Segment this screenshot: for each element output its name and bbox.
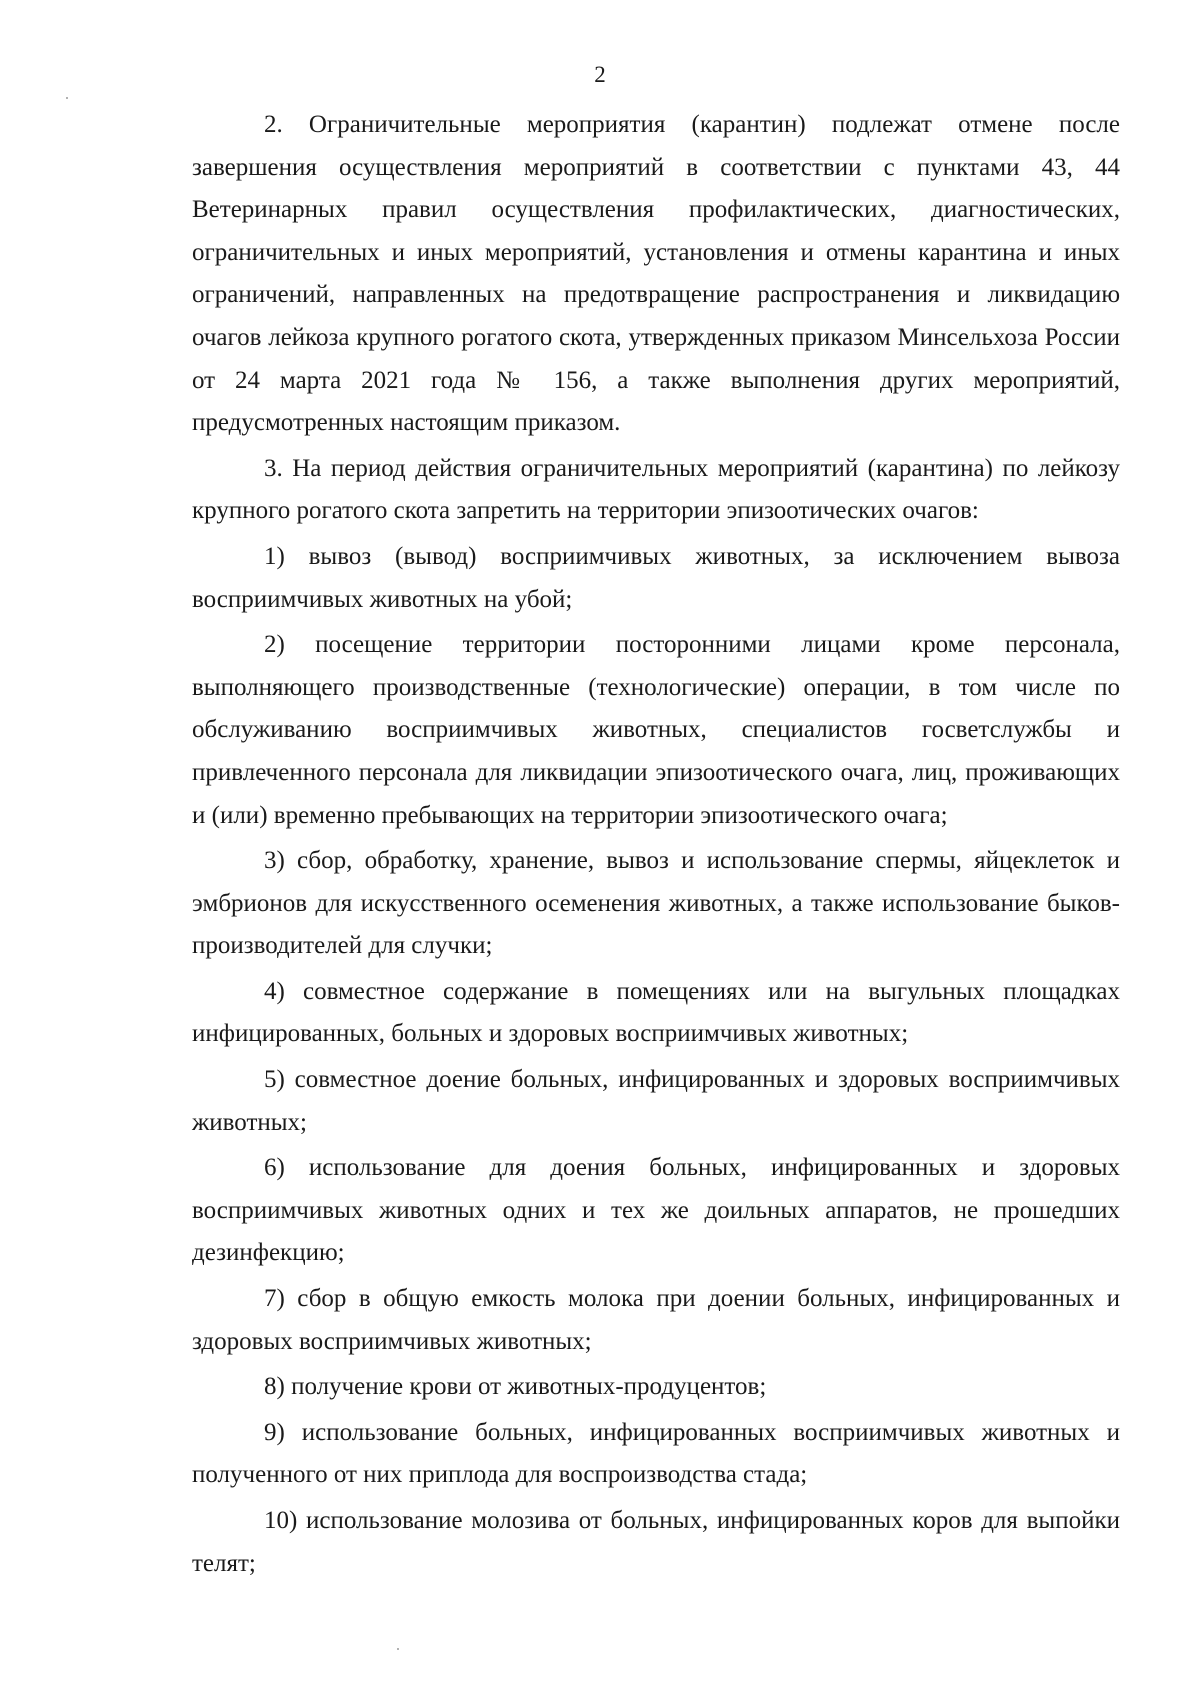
paragraph-clause-3: 3. На период действия ограничительных мероприятий (карантина) по лейкозу крупного рогатого скота запретить на территории эпизоотических очагов: xyxy=(192,454,1120,525)
page-number: 2 xyxy=(594,62,606,87)
list-item-5: 5) совместное доение больных, инфицированных и здоровых восприимчивых животных; xyxy=(192,1066,1120,1136)
list-item-1: 1) вывоз (вывод) восприимчивых животных, за исключением вывоза восприимчивых животных на убой; xyxy=(192,542,1120,613)
list-item-2: 2) посещение территории посторонними лицами кроме персонала, выполняющего производственные (технологические) операции, в том числе по обслуживанию восприимчивых животных, специалистов госветслужбы и привлеченного персонала для ликвидации эпизоотического очага, лиц, проживающих и (или) временно пребывающих на территории эпизоотического очага; xyxy=(192,631,1120,829)
list-item-3: 3) сбор, обработку, хранение, вывоз и использование спермы, яйцеклеток и эмбрионов для искусственного осеменения животных, а также использование быков-производителей для случки; xyxy=(192,847,1120,960)
scan-speck xyxy=(397,1648,399,1650)
list-item-7: 7) сбор в общую емкость молока при доении больных, инфицированных и здоровых восприимчивых животных; xyxy=(192,1285,1120,1355)
list-item-10: 10) использование молозива от больных, инфицированных коров для выпойки телят; xyxy=(192,1507,1120,1577)
document-body xyxy=(192,104,1120,1588)
list-item-9: 9) использование больных, инфицированных восприимчивых животных и полученного от них приплода для воспроизводства стада; xyxy=(192,1418,1120,1489)
scan-speck xyxy=(66,97,68,99)
list-item-6: 6) использование для доения больных, инфицированных и здоровых восприимчивых животных одних и тех же доильных аппаратов, не прошедших дезинфекцию; xyxy=(192,1154,1120,1267)
list-item-8: 8) получение крови от животных-продуцентов; xyxy=(264,1373,767,1401)
list-item-4: 4) совместное содержание в помещениях или на выгульных площадках инфицированных, больных и здоровых восприимчивых животных; xyxy=(192,977,1120,1048)
paragraph-clause-2: 2. Ограничительные мероприятия (карантин) подлежат отмене после завершения осуществления мероприятий в соответствии с пунктами 43, 44 Ветеринарных правил осуществления профилактических, диагностических, ограничительных и иных мероприятий, установления и отмены карантина и иных ограничений, направленных на предотвращение распространения и ликвидацию очагов лейкоза крупного рогатого скота, утвержденных приказом Минсельхоза России от 24 марта 2021 года № 156, а также выполнения других мероприятий, предусмотренных настоящим приказом. xyxy=(192,111,1120,437)
